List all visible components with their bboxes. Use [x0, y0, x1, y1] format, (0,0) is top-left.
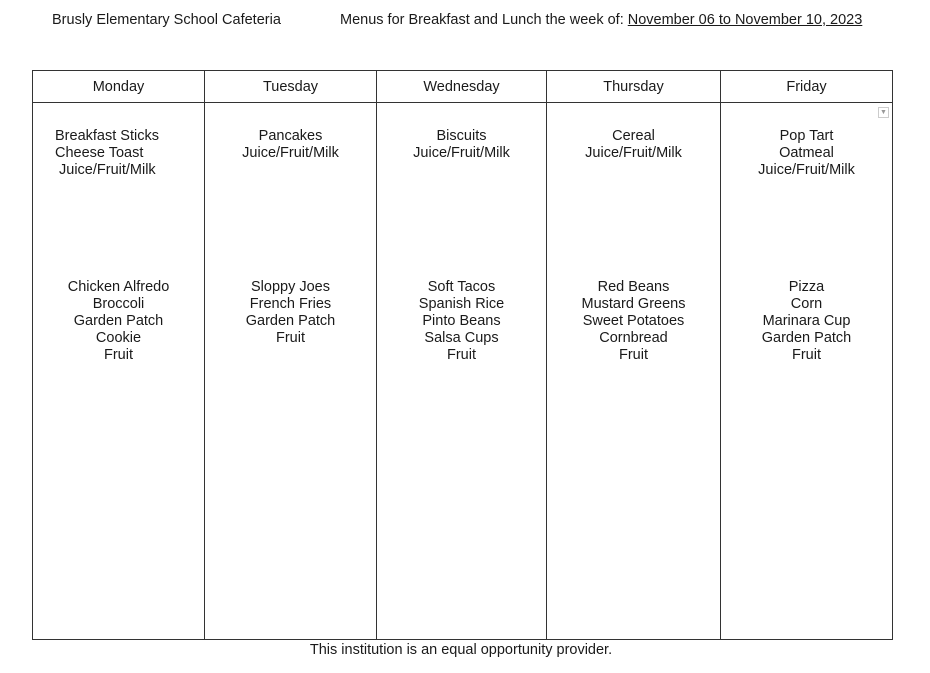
menu-item: Red Beans	[597, 279, 670, 295]
week-dates: November 06 to November 10, 2023	[627, 12, 863, 28]
day-header-tuesday: Tuesday	[205, 71, 376, 103]
menu-item: Sloppy Joes	[251, 279, 330, 295]
lunch-menu-wednesday	[377, 279, 546, 364]
menu-item: Biscuits	[436, 128, 487, 144]
menu-item: Cookie	[95, 330, 142, 346]
lunch-menu-monday	[33, 279, 204, 364]
day-header-thursday: Thursday	[547, 71, 720, 103]
footer-statement: This institution is an equal opportunity provider.	[309, 642, 613, 658]
menu-item: Fruit	[792, 347, 821, 363]
day-header-wednesday: Wednesday	[377, 71, 546, 103]
menu-item: Marinara Cup	[762, 313, 851, 329]
day-column-thursday	[547, 71, 721, 639]
day-header-friday: Friday	[721, 71, 892, 103]
menu-item: Pizza	[788, 279, 825, 295]
menu-item: Fruit	[276, 330, 305, 346]
menu-item: Juice/Fruit/Milk	[59, 162, 156, 178]
breakfast-menu-tuesday	[205, 128, 376, 162]
lunch-menu-thursday	[547, 279, 720, 364]
week-heading	[340, 12, 862, 28]
lunch-menu-friday	[721, 279, 892, 364]
menu-item: Breakfast Sticks	[55, 128, 159, 144]
menu-item: Cheese Toast	[55, 145, 144, 161]
menu-item: Juice/Fruit/Milk	[413, 145, 510, 161]
menu-item: French Fries	[249, 296, 332, 312]
menu-item: Juice/Fruit/Milk	[758, 162, 855, 178]
breakfast-menu-wednesday	[377, 128, 546, 162]
dropdown-arrow-icon[interactable]: ▼	[878, 107, 889, 118]
menu-item: Garden Patch	[761, 330, 852, 346]
breakfast-menu-monday	[33, 128, 204, 179]
menu-item: Garden Patch	[245, 313, 336, 329]
breakfast-menu-friday	[721, 128, 892, 179]
menu-item: Fruit	[104, 347, 133, 363]
menu-item: Garden Patch	[73, 313, 164, 329]
week-label: Menus for Breakfast and Lunch the week of:	[340, 12, 628, 28]
menu-item: Mustard Greens	[581, 296, 686, 312]
menu-item: Fruit	[447, 347, 476, 363]
day-column-friday	[721, 71, 892, 639]
menu-item: Sweet Potatoes	[582, 313, 685, 329]
menu-item: Cornbread	[599, 330, 668, 346]
day-header-monday: Monday	[33, 71, 204, 103]
menu-item: Pancakes	[258, 128, 323, 144]
menu-item: Pop Tart	[779, 128, 834, 144]
menu-table	[32, 70, 893, 640]
menu-item: Juice/Fruit/Milk	[242, 145, 339, 161]
menu-item: Broccoli	[92, 296, 145, 312]
lunch-menu-tuesday	[205, 279, 376, 347]
breakfast-menu-thursday	[547, 128, 720, 162]
menu-item: Spanish Rice	[418, 296, 505, 312]
school-name: Brusly Elementary School Cafeteria	[52, 12, 281, 28]
menu-item: Oatmeal	[779, 145, 834, 161]
menu-item: Salsa Cups	[424, 330, 499, 346]
menu-item: Chicken Alfredo	[67, 279, 170, 295]
menu-item: Fruit	[619, 347, 648, 363]
menu-item: Juice/Fruit/Milk	[585, 145, 682, 161]
menu-item: Cereal	[612, 128, 655, 144]
menu-item: Corn	[790, 296, 823, 312]
day-column-tuesday	[205, 71, 377, 639]
menu-item: Soft Tacos	[427, 279, 496, 295]
menu-item: Pinto Beans	[422, 313, 501, 329]
day-column-monday	[33, 71, 205, 639]
day-column-wednesday	[377, 71, 547, 639]
